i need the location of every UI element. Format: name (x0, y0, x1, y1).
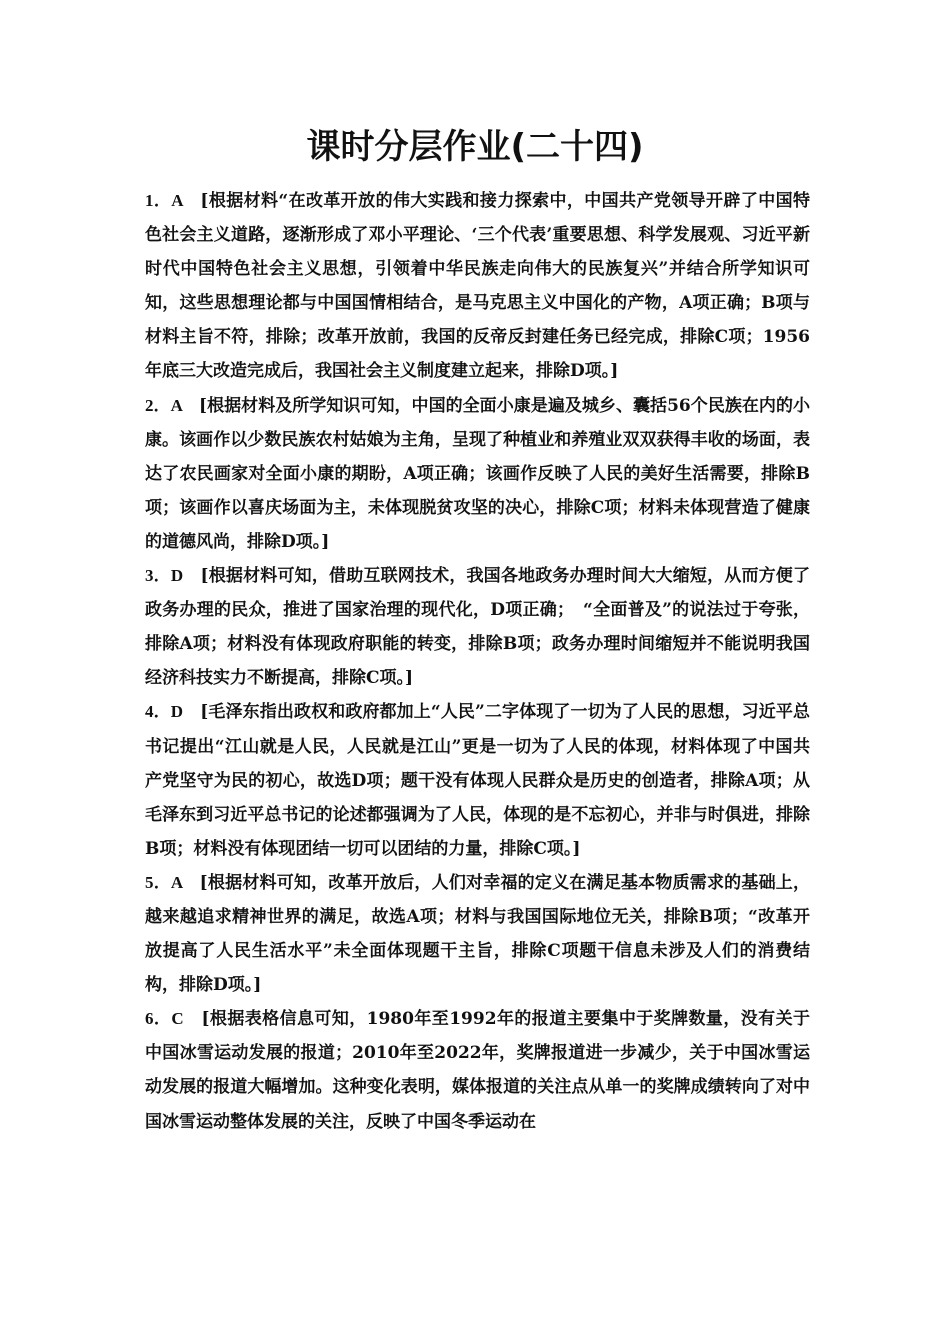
answer-label: 2．A (145, 395, 199, 415)
answer-explanation: [根据材料及所学知识可知，中国的全面小康是遍及城乡、囊括56个民族在内的小康。该画作以少数民族农村姑娘为主角，呈现了种植业和养殖业双双获得丰收的场面，表达了农民画家对全面小康的期盼，A项正确；该画作反映了人民的美好生活需要，排除B项；该画作以喜庆场面为主，未体现脱贫攻坚的决心，排除C项；材料未体现营造了健康的道德风尚，排除D项。] (145, 395, 811, 552)
answer-label: 3．D (145, 566, 201, 586)
answer-explanation: [根据表格信息可知，1980年至1992年的报道主要集中于奖牌数量，没有关于中国冰雪运动发展的报道；2010年至2022年，奖牌报道进一步减少，关于中国冰雪运动发展的报道大幅增加。这种变化表明，媒体报道的关注点从单一的奖牌成绩转向了对中国冰雪运动整体发展的关注，反映了中国冬季运动在 (145, 1009, 811, 1132)
answer-item-2 (145, 389, 810, 559)
answer-label: 5．A (145, 872, 200, 892)
answer-explanation: [根据材料“在改革开放的伟大实践和接力探索中，中国共产党领导开辟了中国特色社会主义道路，逐渐形成了邓小平理论、‘三个代表’重要思想、科学发展观、习近平新时代中国特色社会主义思想，引领着中华民族走向伟大的民族复兴”并结合所学知识可知，这些思想理论都与中国国情相结合，是马克思主义中国化的产物，A项正确；B项与材料主旨不符，排除；改革开放前，我国的反帝反封建任务已经完成，排除C项；1956年底三大改造完成后，我国社会主义制度建立起来，排除D项。] (145, 191, 810, 382)
answer-explanation: [根据材料可知，借助互联网技术，我国各地政务办理时间大大缩短，从而方便了政务办理的民众，推进了国家治理的现代化，D项正确； “全面普及”的说法过于夸张，排除A项；材料没有体现政府职能的转变，排除B项；政务办理时间缩短并不能说明我国经济科技实力不断提高，排除C项。] (145, 566, 810, 689)
answer-label: 1．A (145, 191, 201, 210)
answer-list (145, 184, 810, 1139)
answer-item-6 (145, 1002, 810, 1138)
answer-label: 4．D (145, 702, 201, 722)
answer-explanation: [毛泽东指出政权和政府都加上“人民”二字体现了一切为了人民的思想，习近平总书记提出“江山就是人民，人民就是江山”更是一切为了人民的体现，材料体现了中国共产党坚守为民的初心，故选D项；题干没有体现人民群众是历史的创造者，排除A项；从毛泽东到习近平总书记的论述都强调为了人民，体现的是不忘初心，并非与时俱进，排除B项；材料没有体现团结一切可以团结的力量，排除C项。] (145, 702, 810, 859)
answer-item-1 (145, 184, 810, 389)
page-title: 课时分层作业(二十四) (306, 127, 644, 167)
answer-label: 6．C (145, 1009, 202, 1029)
answer-explanation: [根据材料可知，改革开放后，人们对幸福的定义在满足基本物质需求的基础上，越来越追求精神世界的满足，故选A项；材料与我国国际地位无关，排除B项；“改革开放提高了人民生活水平”未全面体现题干主旨，排除C项题干信息未涉及人们的消费结构，排除D项。] (145, 872, 810, 996)
answer-item-3 (145, 559, 810, 695)
answer-item-4 (145, 695, 810, 865)
answer-item-5 (145, 866, 810, 1002)
